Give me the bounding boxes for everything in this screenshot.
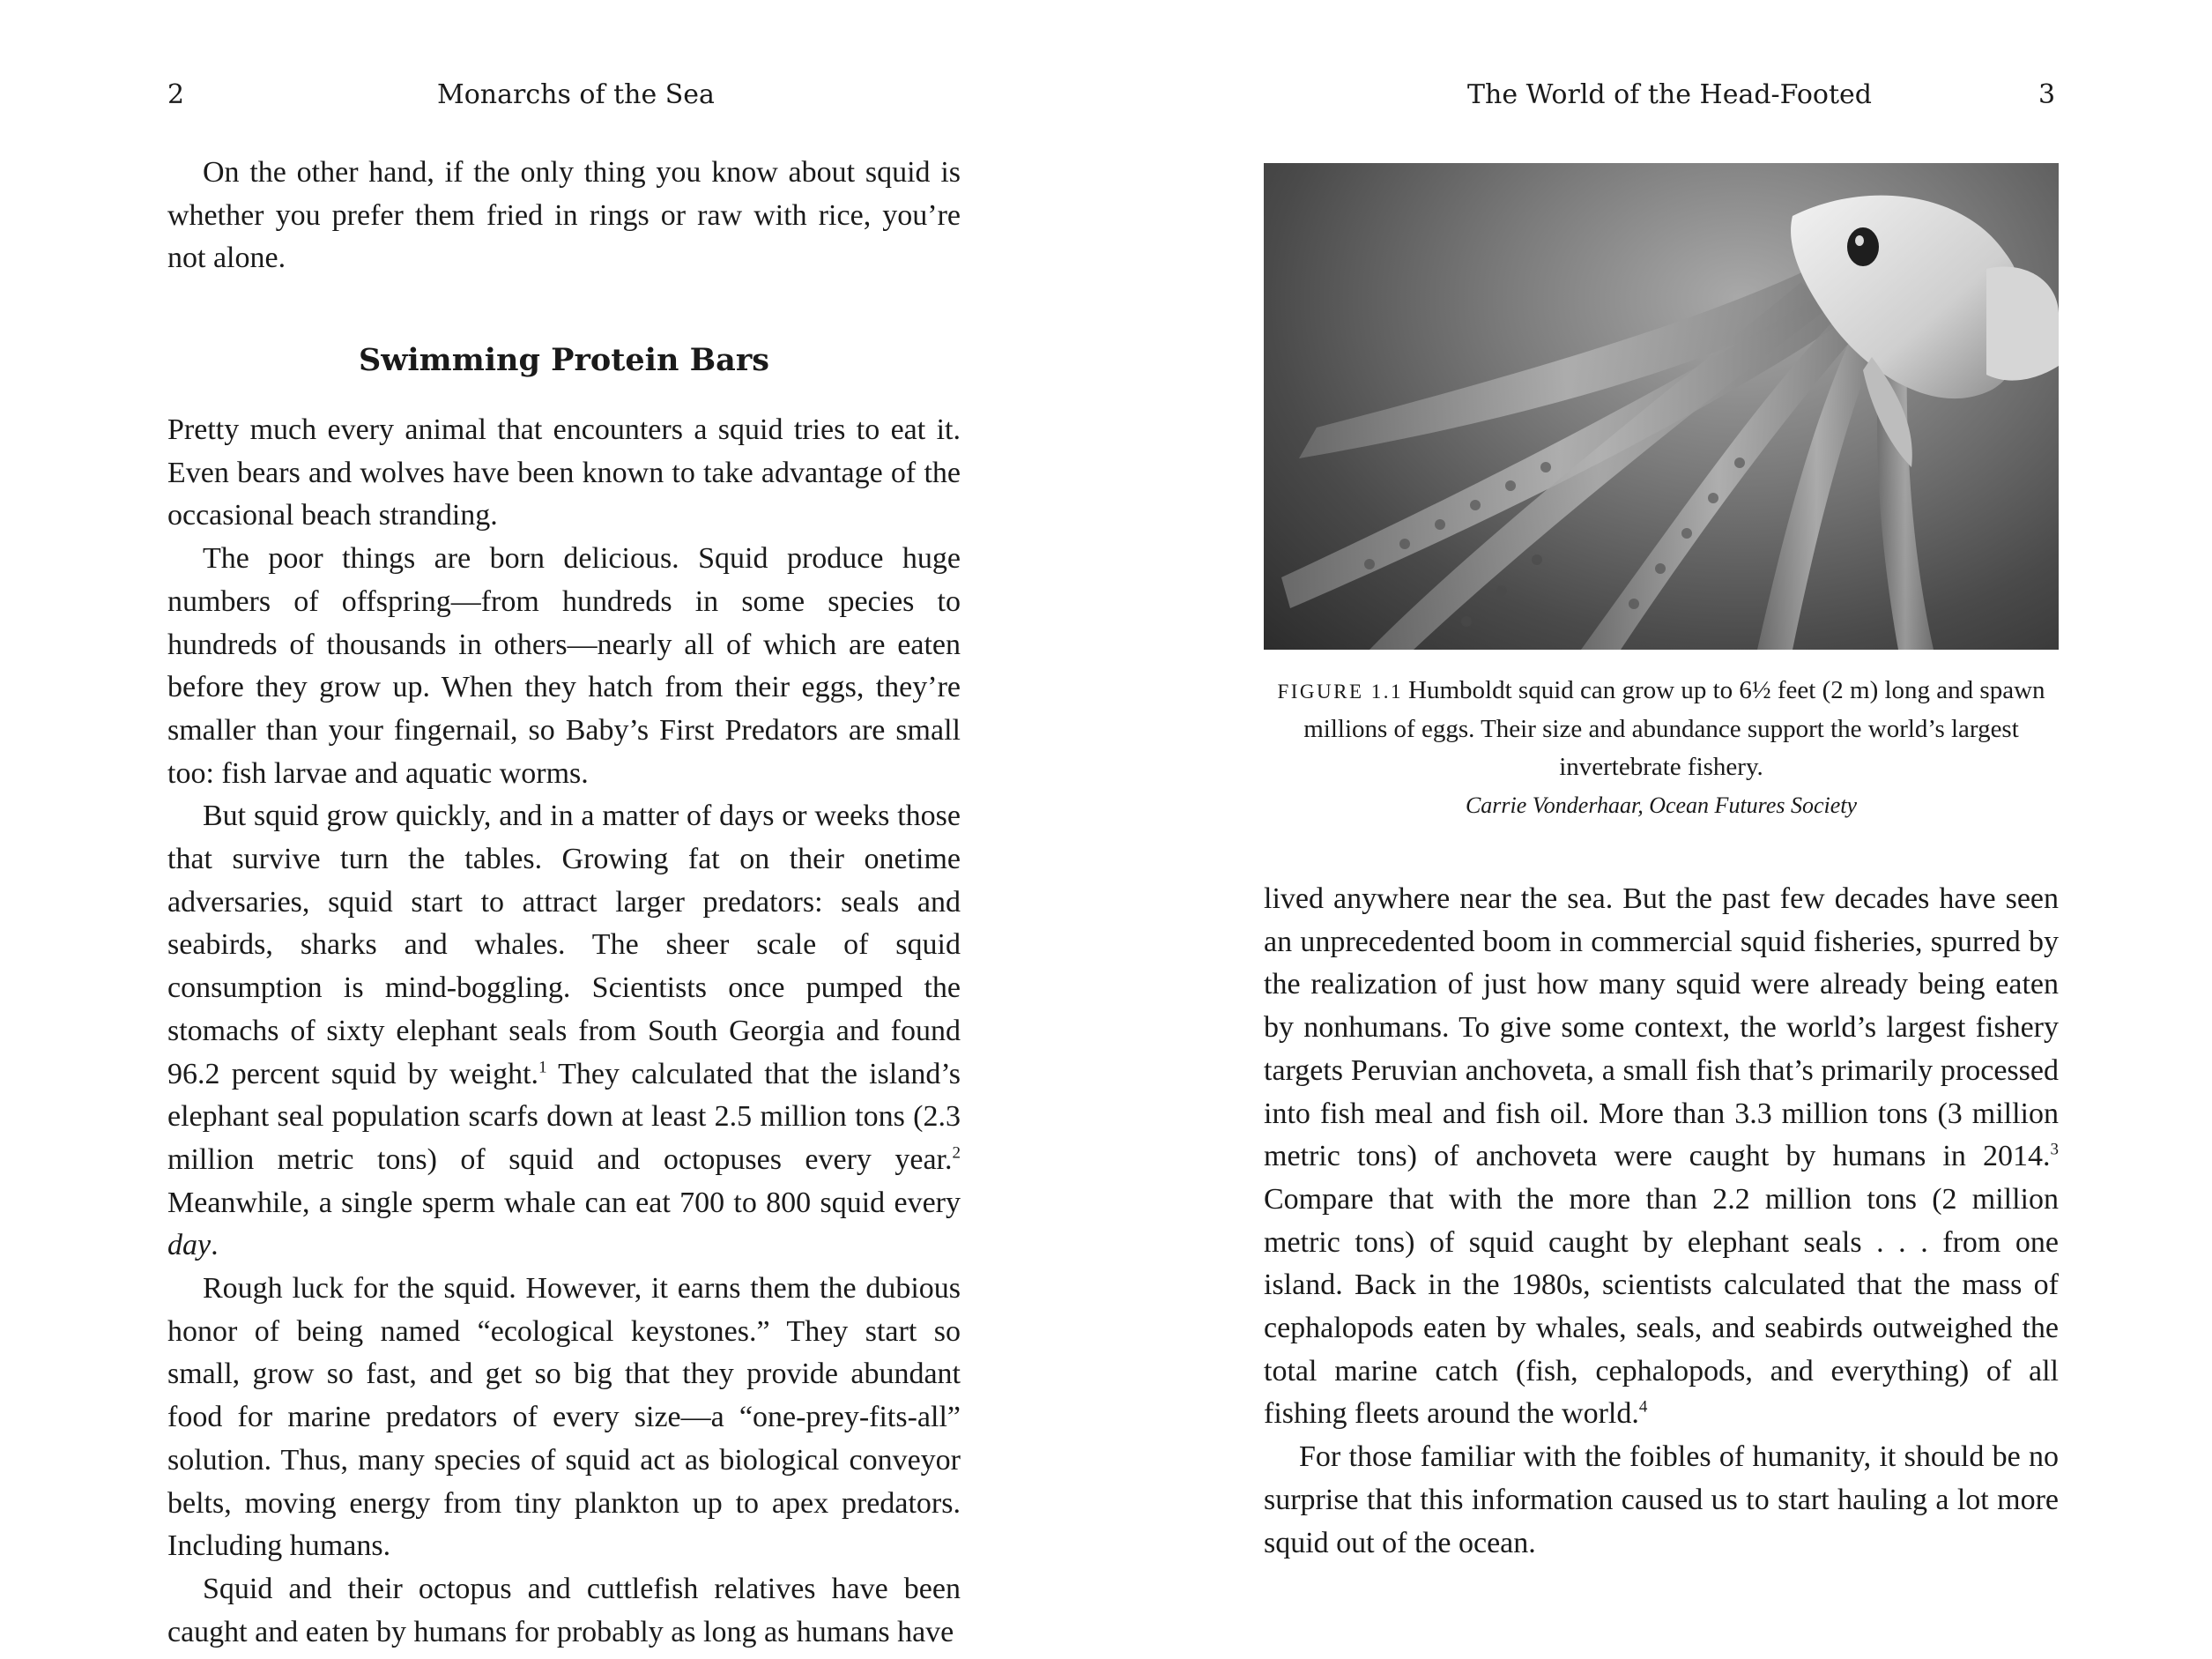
paragraph	[167, 795, 961, 1268]
photo-credit: Carrie Vonderhaar, Ocean Futures Society	[1465, 792, 1858, 818]
text-span: Compare that with the more than 2.2 million tons (2 million metric tons) of squid caught by elephant seals . . . from one island. Back in the 1980s, scientists calculated that the mass of cephalopods eaten by whales, seals, and seabirds outweighed the total marine catch (fish, cephalopods, and everything) of all fishing fleets around the world.	[1264, 1182, 2059, 1431]
page-number-right: 3	[2038, 79, 2056, 110]
paragraph: The poor things are born delicious. Squid produce huge numbers of offspring—from hundreds in some species to hundreds of thousands in others—nearly all of which are eaten before they grow up. When they hatch from their eggs, they’re smaller than your fingernail, so Baby’s First Predators are small too: fish larvae and aquatic worms.	[167, 542, 961, 790]
body-text-top	[167, 152, 961, 280]
footnote-ref[interactable]: 3	[2050, 1140, 2059, 1159]
text-span: lived anywhere near the sea. But the past few decades have seen an unprecedented boom in commercial squid fisheries, spurred by the realization of just how many squid were already being eaten by nonhumans. To give some context, the world’s largest fishery targets Peruvian anchoveta, a small fish that’s primarily processed into fish meal and fish oil. More than 3.3 million tons (3 million metric tons) of anchoveta were caught by humans in 2014.	[1264, 882, 2059, 1173]
figure-caption	[1264, 672, 2059, 824]
running-head-right: The World of the Head-Footed	[1467, 79, 1872, 110]
text-span: .	[211, 1229, 219, 1262]
text-span: They calculated that the island’s elephant seal population scarfs down at least 2.5 million tons (2.3 million metric tons) of squid and octopuses every year.	[167, 1057, 961, 1176]
text-span: Meanwhile, a single sperm whale can eat 700 to 800 squid every	[167, 1186, 961, 1219]
text-span: But squid grow quickly, and in a matter of days or weeks those that survive turn the tables. Growing fat on their onetime adversaries, squid start to attract larger predators: seals and seabirds, sharks and whales. The sheer scale of squid consumption is mind-boggling. Scientists once pumped the stomachs of sixty elephant seals from South Georgia and found 96.2 percent squid by weight.	[167, 800, 961, 1090]
page-number-left: 2	[167, 79, 185, 110]
paragraph: Squid and their octopus and cuttlefish relatives have been caught and eaten by humans for probably as long as humans have	[167, 1572, 961, 1648]
squid-illustration	[1264, 163, 2059, 650]
right-page	[1106, 0, 2212, 1659]
figure-label: FIGURE 1.1	[1277, 681, 1404, 703]
squid-photo	[1264, 163, 2059, 650]
paragraph: Pretty much every animal that encounters a squid tries to eat it. Even bears and wolves have been known to take advantage of the occasional beach stranding.	[167, 413, 961, 532]
running-head-left: Monarchs of the Sea	[437, 79, 715, 110]
body-text-left	[167, 409, 961, 1654]
paragraph: On the other hand, if the only thing you know about squid is whether you prefer them fried in rings or raw with rice, you’re not alone.	[167, 156, 961, 275]
paragraph	[1264, 878, 2059, 1436]
footnote-ref[interactable]: 2	[952, 1143, 961, 1163]
section-heading: Swimming Protein Bars	[358, 342, 770, 378]
footnote-ref[interactable]: 1	[538, 1058, 547, 1077]
caption-text: Humboldt squid can grow up to 6½ feet (2 m) long and spawn millions of eggs. Their size and abundance support the world’s largest invertebrate fishery.	[1303, 676, 2045, 781]
paragraph: For those familiar with the foibles of humanity, it should be no surprise that this information caused us to start hauling a lot more squid out of the ocean.	[1264, 1440, 2059, 1559]
body-text-right	[1264, 878, 2059, 1565]
emphasis: day	[167, 1229, 212, 1262]
footnote-ref[interactable]: 4	[1638, 1398, 1648, 1417]
paragraph: Rough luck for the squid. However, it earns them the dubious honor of being named “ecological keystones.” They start so small, grow so fast, and get so big that they provide abundant food for marine predators of every size—a “one-prey-fits-all” solution. Thus, many species of squid act as biological conveyor belts, moving energy from tiny plankton up to apex predators. Including humans.	[167, 1272, 961, 1563]
